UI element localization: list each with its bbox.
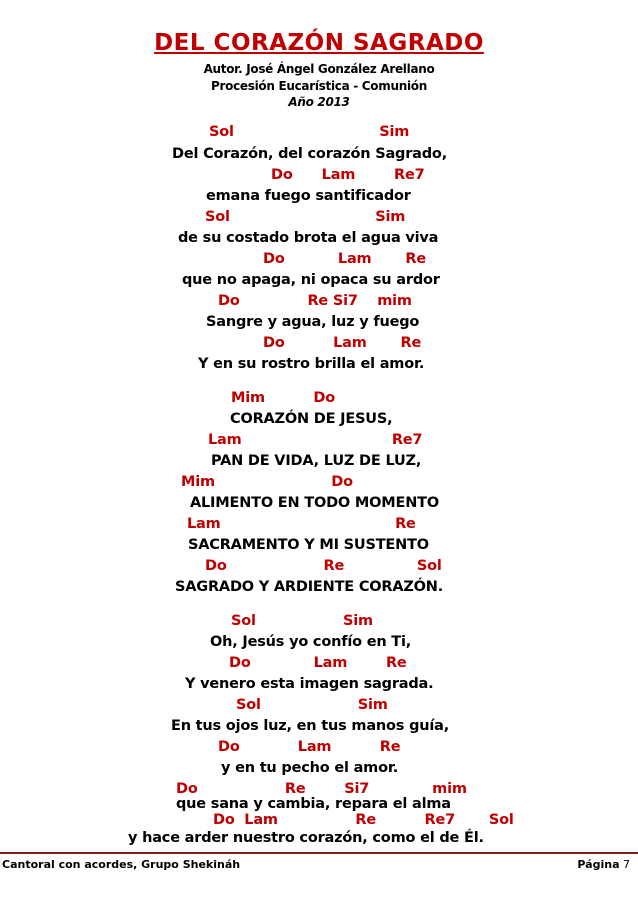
chord-line: Do Re Si7 mim	[176, 781, 467, 797]
chord-line: Mim Do	[231, 390, 335, 406]
occasion-line: Procesión Eucarística - Comunión	[211, 79, 427, 93]
lyric-line: SAGRADO Y ARDIENTE CORAZÓN.	[175, 579, 444, 595]
chord-line: Do Re Sol	[205, 558, 442, 574]
chord-line: Mim Do	[181, 474, 353, 490]
lyric-line: Sangre y agua, luz y fuego	[206, 314, 420, 330]
year-line: Año 2013	[288, 95, 350, 109]
footer-page	[577, 858, 630, 871]
lyric-line: Y venero esta imagen sagrada.	[185, 676, 434, 692]
chord-line: Do Lam Re	[263, 251, 426, 267]
page-number: 7	[623, 858, 630, 871]
footer-cantoral: Cantoral con acordes, Grupo Shekináh	[2, 858, 241, 871]
page-label: Página	[577, 858, 620, 871]
chord-line: Do Lam Re	[263, 335, 422, 351]
lyric-line: Del Corazón, del corazón Sagrado,	[172, 146, 447, 162]
lyric-line: CORAZÓN DE JESUS,	[230, 411, 393, 427]
chord-line: Sol Sim	[209, 124, 410, 140]
chord-line: Do Lam Re7	[271, 167, 425, 183]
song-title: DEL CORAZÓN SAGRADO	[154, 30, 484, 56]
chord-line: Do Re Si7 mim	[218, 293, 412, 309]
lyric-line: que sana y cambia, repara el alma	[176, 796, 451, 812]
footer-divider	[0, 852, 638, 854]
chord-line: Sol Sim	[205, 209, 406, 225]
chord-line: Do Lam Re Re7 Sol	[213, 812, 514, 828]
lyric-line: Y en su rostro brilla el amor.	[198, 356, 425, 372]
chord-line: Sol Sim	[231, 613, 373, 629]
lyric-line: y en tu pecho el amor.	[221, 760, 399, 776]
lyric-line: En tus ojos luz, en tus manos guía,	[171, 718, 450, 734]
author-line: Autor. José Ángel González Arellano	[203, 62, 435, 76]
chord-line: Lam Re	[187, 516, 416, 532]
lyric-line: ALIMENTO EN TODO MOMENTO	[190, 495, 439, 511]
lyric-line: de su costado brota el agua viva	[178, 230, 439, 246]
lyric-line: Oh, Jesús yo confío en Ti,	[210, 634, 412, 650]
chord-line: Do Lam Re	[218, 739, 401, 755]
lyric-line: que no apaga, ni opaca su ardor	[182, 272, 440, 288]
chord-line: Lam Re7	[208, 432, 423, 448]
lyric-line: emana fuego santificador	[206, 188, 411, 204]
chord-line: Sol Sim	[236, 697, 388, 713]
lyric-line: SACRAMENTO Y MI SUSTENTO	[188, 537, 429, 553]
chord-line: Do Lam Re	[229, 655, 407, 671]
lyric-line: y hace arder nuestro corazón, como el de Él.	[128, 830, 484, 846]
lyric-line: PAN DE VIDA, LUZ DE LUZ,	[211, 453, 422, 469]
